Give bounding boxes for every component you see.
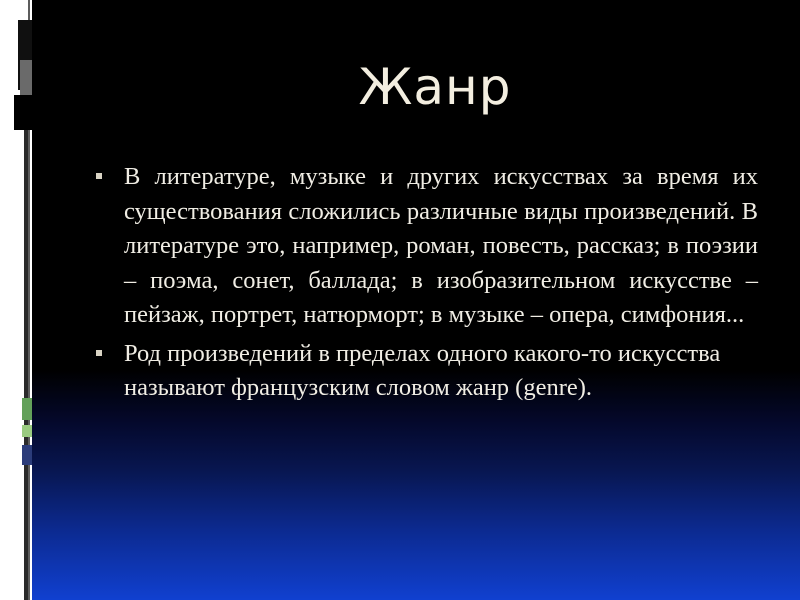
bullet-text: В литературе, музыке и других искусствах за время их существования сложились различные виды произведений. В литературе это, например, роман, повесть, рассказ; в поэзии – поэма, сонет, баллада; в изобразительном искусстве – пейзаж, портрет, натюрморт; в музыке – опера, симфония...: [124, 163, 758, 328]
bullet-marker-icon: [96, 173, 102, 179]
decor-accent: [22, 398, 32, 420]
bullet-marker-icon: [96, 350, 102, 356]
decor-bar: [14, 95, 32, 130]
bullet-item: [96, 160, 758, 333]
decor-accent: [22, 425, 32, 437]
slide-body: [96, 160, 758, 410]
decor-accent: [22, 445, 32, 465]
decor-bar: [20, 60, 32, 100]
slide-title: Жанр: [358, 58, 512, 116]
bullet-text: Род произведений в пределах одного какого-то искусства называют французским словом жанр (genre).: [124, 339, 721, 401]
bullet-item: [96, 337, 754, 406]
